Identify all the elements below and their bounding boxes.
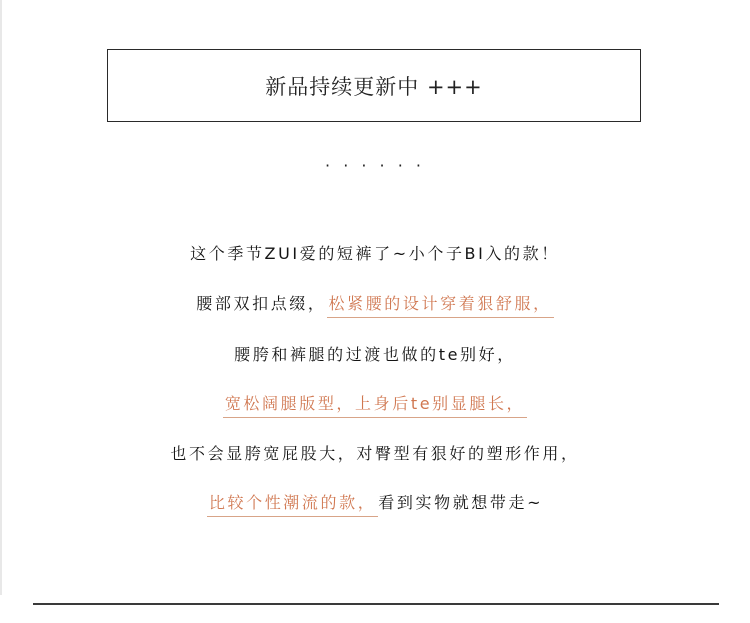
- line-3-text: 腰胯和裤腿的过渡也做的te别好，: [234, 345, 516, 364]
- line-2-highlight: 松紧腰的设计穿着狠舒服，: [327, 294, 554, 318]
- text-line-1: [0, 241, 750, 264]
- dot-separator: · · · · · ·: [325, 156, 425, 175]
- line-6-highlight: 比较个性潮流的款，: [207, 493, 378, 517]
- line-5-text: 也不会显胯宽屁股大，对臀型有狠好的塑形作用，: [170, 444, 580, 463]
- text-line-2: [0, 291, 750, 314]
- line-4-highlight: 宽松阔腿版型，上身后te别显腿长，: [223, 394, 527, 418]
- line-6-plain: 看到实物就想带走~: [378, 493, 544, 512]
- bottom-rule: [33, 603, 719, 605]
- text-line-3: [0, 342, 750, 365]
- title-box: [107, 49, 641, 122]
- title-text: 新品持续更新中 +++: [265, 74, 483, 99]
- text-line-5: [0, 441, 750, 464]
- line-1-text: 这个季节ZUI爱的短裤了~小个子BI入的款！: [190, 244, 560, 263]
- text-line-4: [0, 391, 750, 414]
- line-2-plain: 腰部双扣点缀，: [196, 294, 327, 313]
- text-line-6: [0, 490, 750, 513]
